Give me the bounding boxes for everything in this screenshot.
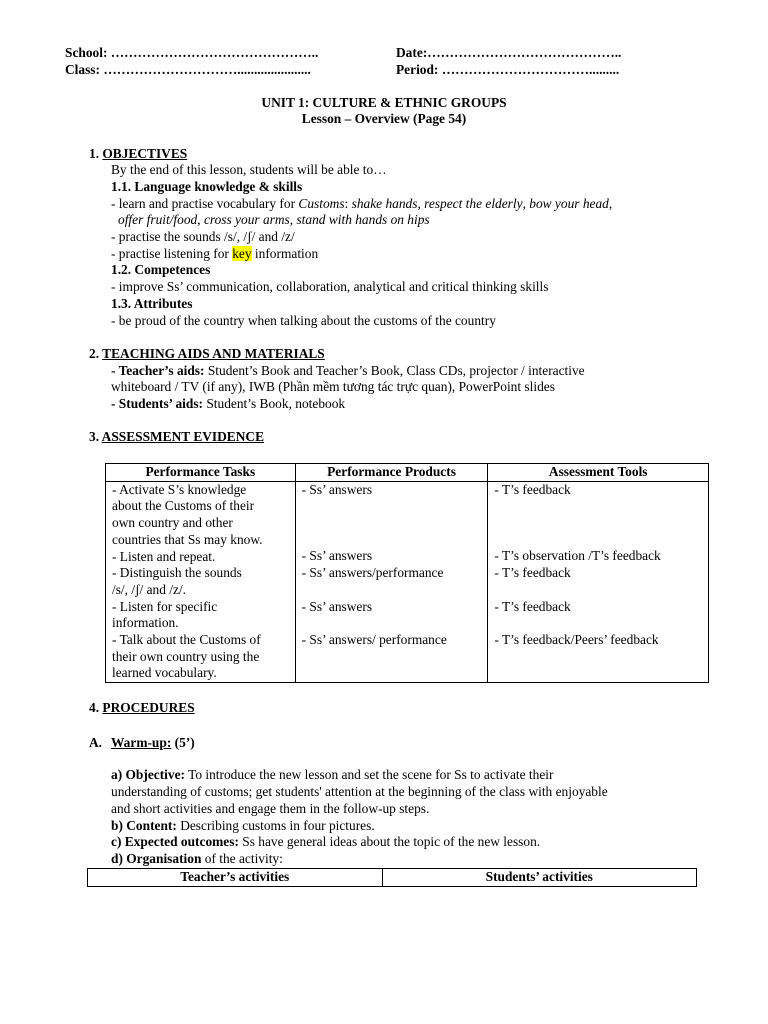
tool-line (494, 515, 702, 532)
product-line (302, 532, 482, 549)
attributes-line: - be proud of the country when talking about the customs of the country (111, 313, 496, 328)
activities-table (87, 868, 697, 887)
product-line: - Ss’ answers (301, 598, 373, 614)
listening-line (111, 246, 318, 262)
organisation-text: of the activity: (201, 851, 283, 866)
warmup-time: (5’) (171, 735, 195, 750)
outcomes-text: Ss have general ideas about the topic of the new lesson. (238, 834, 541, 849)
vocabulary-line (111, 196, 612, 212)
tool-line: - T’s observation /T’s feedback (494, 548, 661, 564)
outcomes-line (111, 834, 540, 850)
product-line (302, 615, 482, 632)
school-dots: ……………………………………….. (107, 45, 319, 60)
aids-title: TEACHING AIDS AND MATERIALS (102, 346, 325, 361)
class-dots: …………………………...................... (99, 62, 311, 77)
tool-line (494, 615, 702, 632)
content-text: Describing customs in four pictures. (176, 818, 375, 833)
product-line (302, 582, 482, 599)
tools-cell (488, 481, 709, 682)
aids-num: 2. (89, 346, 103, 361)
tool-line (494, 532, 702, 549)
assessment-num: 3. (89, 429, 102, 444)
objective-line-1 (111, 767, 553, 783)
objective-text: To introduce the new lesson and set the scene for Ss to activate their (185, 767, 554, 782)
task-line: own country and other (112, 515, 233, 531)
task-line: their own country using the (112, 648, 260, 664)
task-line: - Talk about the Customs of (112, 632, 261, 648)
listening-prefix: - practise listening for (111, 246, 233, 261)
task-line: about the Customs of their (112, 498, 255, 514)
vocab-colon: : (344, 196, 352, 211)
product-line: - Ss’ answers (301, 481, 373, 497)
col-performance-tasks: Performance Tasks (106, 464, 296, 482)
vocab-customs: Customs (298, 196, 345, 211)
student-aids-line (111, 396, 345, 412)
lesson-title: Lesson – Overview (Page 54) (301, 111, 467, 126)
tool-line (494, 582, 702, 599)
organisation-label: d) Organisation (111, 851, 202, 866)
activities-header-row (88, 869, 697, 887)
task-line: - Activate S’s knowledge (112, 481, 247, 497)
procedures-title: PROCEDURES (102, 700, 195, 715)
vocab-sep: , (608, 196, 613, 211)
assessment-header-row (106, 464, 709, 482)
procedures-num: 4. (89, 700, 103, 715)
product-line: - Ss’ answers (301, 548, 373, 564)
highlighted-key: key (232, 246, 252, 261)
vocab-sep: , (197, 212, 204, 227)
vocab-item-1: shake hands (351, 196, 418, 211)
product-line: - Ss’ answers/performance (301, 565, 444, 581)
vocab-item-3: bow your head (529, 196, 609, 211)
tasks-cell (106, 481, 296, 682)
competences-line: - improve Ss’ communication, collaboration, analytical and critical thinking skills (111, 279, 549, 294)
date-line (396, 45, 621, 61)
products-cell (295, 481, 488, 682)
task-line: learned vocabulary. (112, 665, 217, 681)
warmup-heading (89, 735, 195, 751)
objective-label: a) Objective: (111, 767, 185, 782)
school-line (65, 45, 318, 61)
content-line (111, 818, 375, 834)
product-line: - Ss’ answers/ performance (301, 631, 447, 647)
col-teacher-activities: Teacher’s activities (88, 869, 383, 887)
product-line (302, 498, 482, 515)
task-line: /s/, /ʃ/ and /z/. (112, 581, 187, 597)
listening-suffix: information (251, 246, 319, 261)
vocabulary-line-2 (118, 212, 430, 228)
school-label: School: (65, 45, 108, 60)
class-line (65, 62, 311, 78)
date-dots: …………………………………….. (427, 45, 622, 60)
warmup-letter: A. (89, 735, 103, 750)
col-students-activities: Students’ activities (382, 869, 696, 887)
vocab-sep: , (289, 212, 297, 227)
date-label: Date: (396, 45, 428, 60)
objectives-heading (89, 146, 187, 162)
objectives-num: 1. (89, 146, 103, 161)
vocab-sep: , (522, 196, 530, 211)
objective-line-3: and short activities and engage them in the follow-up steps. (111, 801, 430, 816)
attributes-heading: 1.3. Attributes (111, 296, 193, 311)
unit-title: UNIT 1: CULTURE & ETHNIC GROUPS (261, 95, 507, 110)
task-line: - Listen for specific (112, 598, 218, 614)
assessment-heading (89, 429, 264, 445)
col-performance-products: Performance Products (295, 464, 488, 482)
vocab-item-6: stand with hands on hips (296, 212, 430, 227)
tool-line: - T’s feedback (494, 565, 571, 581)
teacher-aids-line (111, 363, 585, 379)
task-line: - Distinguish the sounds (112, 565, 242, 581)
product-line (302, 515, 482, 532)
warmup-title: Warm-up: (111, 735, 172, 750)
sounds-line: - practise the sounds /s/, /ʃ/ and /z/ (111, 229, 295, 244)
procedures-heading (89, 700, 195, 716)
organisation-line (111, 851, 283, 867)
vocab-item-4: offer fruit/food (118, 212, 198, 227)
content-label: b) Content: (111, 818, 177, 833)
teacher-aids-label: - Teacher’s aids: (111, 363, 205, 378)
vocab-item-2: respect the elderly (424, 196, 523, 211)
outcomes-label: c) Expected outcomes: (111, 834, 239, 849)
language-knowledge-heading: 1.1. Language knowledge & skills (111, 179, 303, 194)
vocab-prefix: - learn and practise vocabulary for (111, 196, 299, 211)
tool-line: - T’s feedback (494, 598, 571, 614)
tool-line: - T’s feedback/Peers’ feedback (494, 631, 659, 647)
tool-line (494, 498, 702, 515)
class-label: Class: (65, 62, 100, 77)
teacher-aids-line-2: whiteboard / TV (if any), IWB (Phần mềm tương tác trực quan), PowerPoint slides (111, 379, 555, 394)
period-dots: ……………………………......... (438, 62, 620, 77)
assessment-table (105, 463, 709, 683)
student-aids-label: - Students’ aids: (111, 396, 204, 411)
task-line: information. (112, 615, 179, 631)
col-assessment-tools: Assessment Tools (488, 464, 709, 482)
assessment-row (106, 481, 709, 682)
assessment-title: ASSESSMENT EVIDENCE (101, 429, 265, 444)
vocab-item-5: cross your arms (203, 212, 290, 227)
period-label: Period: (396, 62, 439, 77)
vocab-sep: , (417, 196, 425, 211)
objectives-intro: By the end of this lesson, students will be able to… (111, 162, 387, 177)
teaching-aids-heading (89, 346, 325, 362)
task-line: countries that Ss may know. (112, 531, 263, 547)
tool-line: - T’s feedback (494, 481, 571, 497)
objectives-title: OBJECTIVES (102, 146, 188, 161)
competences-heading: 1.2. Competences (111, 262, 211, 277)
teacher-aids-text: Student’s Book and Teacher’s Book, Class CDs, projector / interactive (204, 363, 585, 378)
objective-line-2: understanding of customs; get students' attention at the beginning of the class with enjoyable (111, 784, 608, 799)
task-line: - Listen and repeat. (112, 548, 216, 564)
period-line (396, 62, 619, 78)
student-aids-text: Student’s Book, notebook (203, 396, 346, 411)
